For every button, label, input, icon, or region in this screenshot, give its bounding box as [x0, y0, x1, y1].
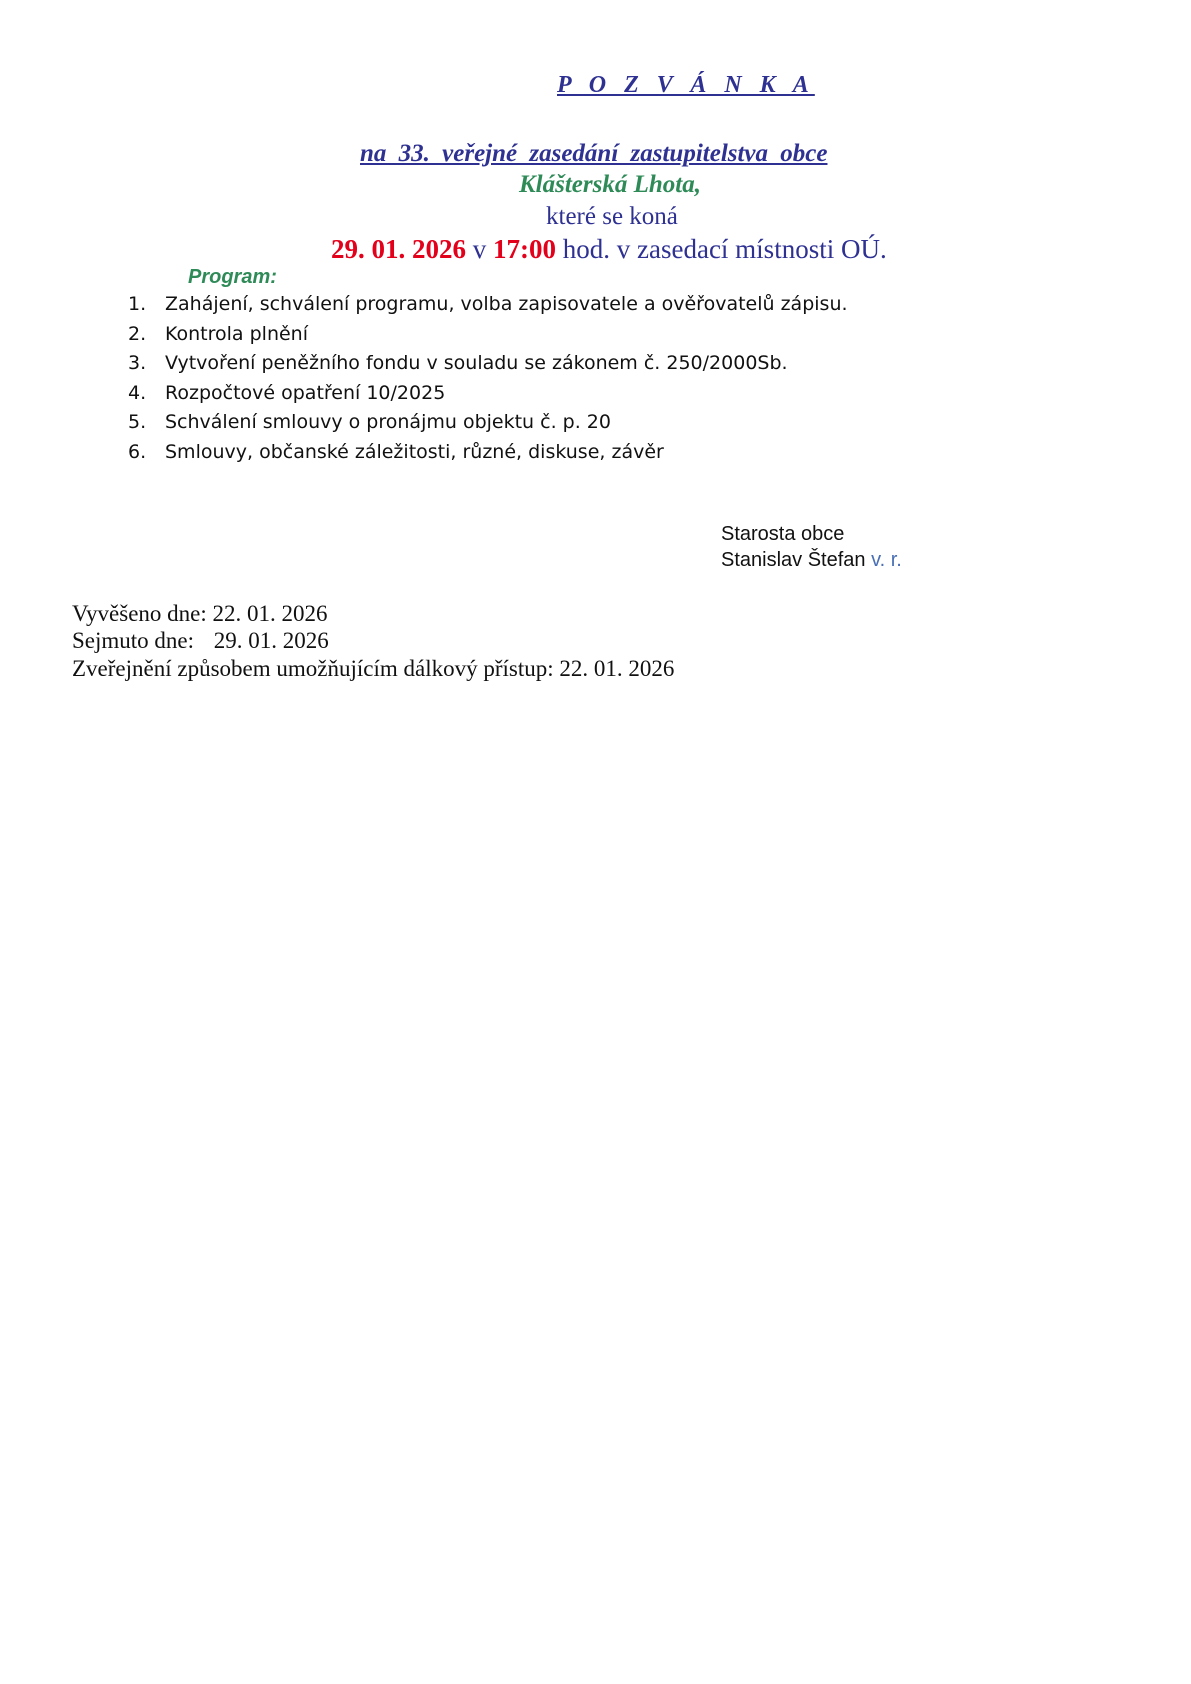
meeting-date: 29. 01. 2026 [331, 234, 466, 264]
program-item-text: Zahájení, schválení programu, volba zapisovatele a ověřovatelů zápisu. [165, 293, 848, 315]
program-item-text: Rozpočtové opatření 10/2025 [165, 381, 446, 404]
program-item-text: Vytvoření peněžního fondu v souladu se zákonem č. 250/2000Sb. [165, 352, 788, 374]
program-item [128, 349, 848, 379]
program-item-text: Kontrola plnění [165, 322, 309, 345]
program-item-number: 2. [128, 322, 147, 345]
signature-role: Starosta obce [721, 523, 845, 545]
program-item-text: Smlouvy, občanské záležitosti, různé, diskuse, závěr [165, 440, 664, 463]
meeting-time: 17:00 [493, 234, 556, 264]
program-item-number: 6. [128, 440, 147, 463]
program-item [128, 408, 848, 438]
meeting-subtitle: na 33. veřejné zasedání zastupitelstva obce [360, 140, 828, 167]
signature-line [721, 549, 902, 572]
signature-vr: v. r. [871, 549, 902, 571]
program-label: Program: [188, 266, 277, 288]
program-item [128, 438, 848, 468]
published-date: Zveřejnění způsobem umožňujícím dálkový přístup: 22. 01. 2026 [72, 656, 675, 681]
meeting-place: hod. v zasedací místnosti OÚ. [562, 234, 887, 264]
removed-date: 29. 01. 2026 [213, 628, 329, 653]
signature-name: Stanislav Štefan [721, 549, 866, 571]
program-item-text: Schválení smlouvy o pronájmu objektu č. p. 20 [165, 411, 611, 433]
posted-date: Vyvěšeno dne: 22. 01. 2026 [72, 601, 328, 626]
program-item-number: 1. [128, 293, 147, 315]
program-item-number: 3. [128, 352, 147, 374]
village-name: Klášterská Lhota, [519, 171, 701, 198]
program-item-number: 5. [128, 411, 147, 433]
program-list [128, 290, 848, 467]
date-time-separator: v [472, 234, 487, 264]
document-title: P O Z V Á N K A [557, 72, 815, 98]
removed-line [72, 628, 329, 654]
removed-label: Sejmuto dne: [72, 628, 195, 653]
program-item [128, 290, 848, 320]
program-item [128, 320, 848, 350]
program-item [128, 379, 848, 409]
held-line: které se koná [546, 203, 678, 230]
date-time-line [331, 234, 887, 265]
program-item-number: 4. [128, 381, 147, 404]
